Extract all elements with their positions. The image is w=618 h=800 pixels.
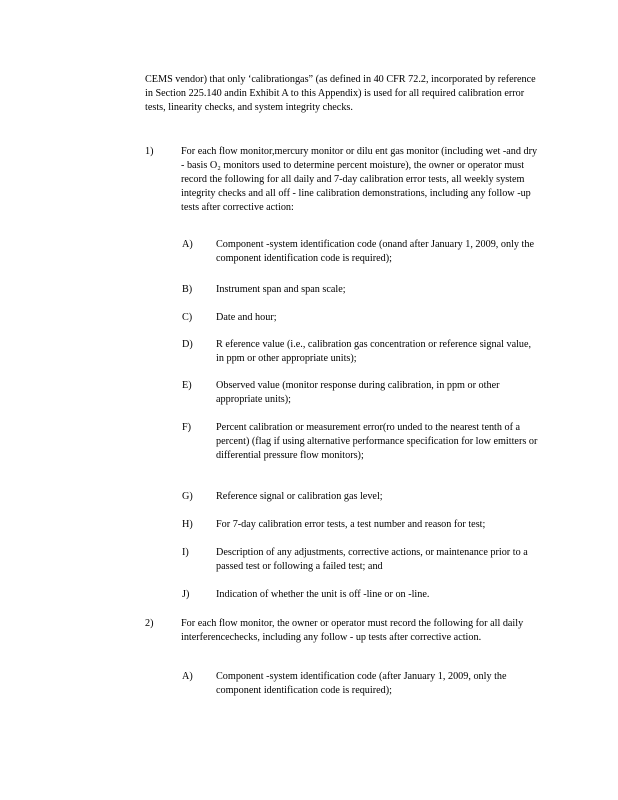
subitem-letter: I) [182, 547, 189, 558]
list-item-2 [145, 617, 540, 645]
intro-paragraph: CEMS vendor) that only ‘calibrationgas” (as defined in 40 CFR 72.2, incorporated by reference in Section 225.140 andin Exhibit A to this Appendix) is used for all required calibration error tests, linearity checks, and system integrity checks. [145, 74, 536, 113]
subitem-letter: C) [182, 312, 193, 323]
subitem-letter: A) [182, 671, 193, 682]
subitem-B [182, 283, 540, 297]
subitem-text: For 7-day calibration error tests, a test number and reason for test; [216, 519, 486, 530]
subitem-G [182, 490, 540, 504]
subitem-text: Reference signal or calibration gas level; [216, 491, 383, 502]
subitem-I [182, 546, 540, 574]
subitem-text: Instrument span and span scale; [216, 284, 346, 295]
subitem-text: Component -system identification code (after January 1, 2009, only the component identification code is required); [216, 671, 507, 696]
subitem-text: Percent calibration or measurement error(ro unded to the nearest tenth of a percent) (flag if using alternative performance specification for low emitters or differential pressure flow monitors); [216, 422, 538, 461]
subitem-letter: H) [182, 519, 193, 530]
subitem-2-A [182, 670, 540, 698]
subitem-text: Date and hour; [216, 312, 277, 323]
list-item-number: 1) [145, 146, 154, 157]
subitem-letter: B) [182, 284, 193, 295]
list-item-1 [145, 145, 540, 215]
list-item-text: For each flow monitor, the owner or operator must record the following for all daily interferencechecks, including any follow - up tests after corrective action. [181, 618, 524, 643]
subitem-text: R eference value (i.e., calibration gas concentration or reference signal value, in ppm or other appropriate units); [216, 339, 532, 364]
list-item-number: 2) [145, 618, 154, 629]
subitem-text: Observed value (monitor response during calibration, in ppm or other appropriate units); [216, 380, 500, 405]
subitem-C [182, 311, 540, 325]
subitem-A [182, 238, 540, 266]
subitem-J [182, 588, 540, 602]
subitem-letter: D) [182, 339, 193, 350]
subitem-text: Description of any adjustments, corrective actions, or maintenance prior to a passed test or following a failed test; and [216, 547, 528, 572]
subitem-H [182, 518, 540, 532]
subitem-letter: E) [182, 380, 192, 391]
subitem-text: Indication of whether the unit is off -line or on -line. [216, 589, 430, 600]
list-item-text: For each flow monitor,mercury monitor or dilu ent gas monitor (including wet -and dry - basis O₂ monitors used to determine percent moisture), the owner or operator must record the following for all daily and 7-day calibration error tests, all weekly system integrity checks and all off - line calibration demonstrations, including any follow -up tests after corrective action: [181, 146, 538, 213]
subitem-letter: F) [182, 422, 192, 433]
subitem-E [182, 379, 540, 407]
subitem-D [182, 338, 540, 366]
subitem-letter: G) [182, 491, 193, 502]
subitem-F [182, 421, 540, 463]
subitem-letter: A) [182, 239, 193, 250]
subitem-letter: J) [182, 589, 190, 600]
subitem-text: Component -system identification code (onand after January 1, 2009, only the component identification code is required); [216, 239, 534, 264]
